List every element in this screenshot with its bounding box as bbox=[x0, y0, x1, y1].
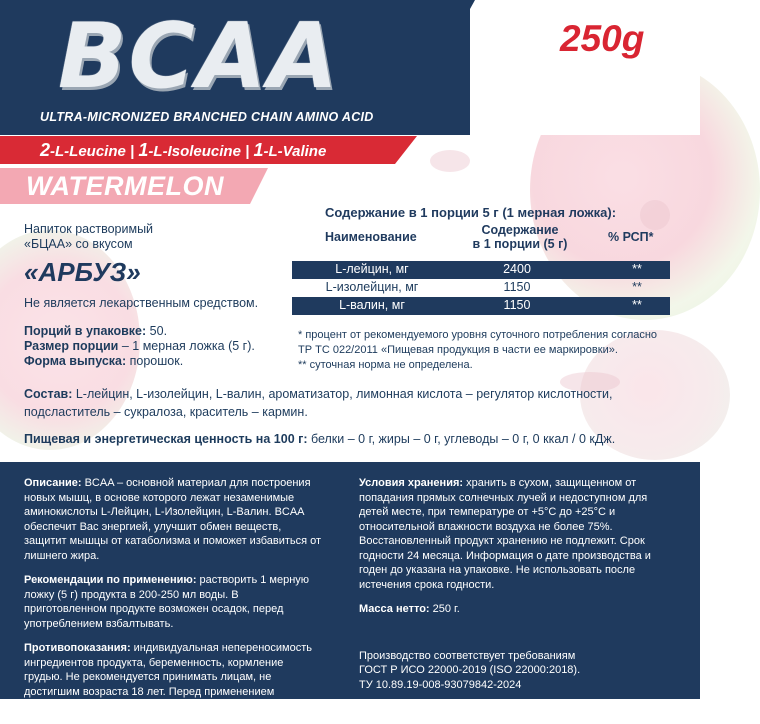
valine-label: -L-Valine bbox=[263, 143, 327, 160]
header-diagonal bbox=[400, 0, 475, 135]
standards bbox=[359, 649, 679, 693]
footnote: ТР ТС 022/2011 «Пищевая продукция в части ее маркировки». bbox=[298, 344, 618, 356]
row-name: L-валин, мг bbox=[339, 298, 405, 312]
contra-text: индивидуальная непереносимость ингредиентов продукта, беременность, кормление грудью. Не рекомендуется принимать лицам, не достигшим возраста 18 лет. Перед применением рекомендуется проконсультироваться со специалистом. bbox=[24, 642, 313, 712]
standard-line: ГОСТ Р ИСО 22000-2019 (ISO 22000:2018). bbox=[359, 664, 581, 676]
description-text: BCAA – основной материал для построения новых мышц, в основе которого лежат незаменимые аминокислоты L-Лейцин, L-Изолейцин, L-Валин. BCAA обеспечит Вас энергией, улучшит обмен веществ, защитит мышцы от катаболизма и поможет избавиться от лишнего жира. bbox=[24, 477, 322, 562]
column-header-content bbox=[455, 223, 585, 251]
column-header-rsp: % РСП* bbox=[608, 230, 654, 244]
amino-ratio-diagonal bbox=[395, 136, 417, 164]
energy-text: белки – 0 г, жиры – 0 г, углеводы – 0 г, 0 ккал / 0 кДж. bbox=[307, 432, 616, 446]
description-label: Описание: bbox=[24, 477, 82, 489]
table-title: Содержание в 1 порции 5 г (1 мерная ложка): bbox=[325, 205, 617, 220]
intro-line: «БЦАА» со вкусом bbox=[24, 237, 133, 251]
flavor-diagonal bbox=[250, 168, 268, 204]
servings-label: Порций в упаковке: bbox=[24, 324, 147, 338]
amino-ratio bbox=[40, 140, 326, 161]
column-header-name: Наименование bbox=[325, 230, 417, 244]
row-value: 1150 bbox=[503, 280, 531, 294]
size-line bbox=[24, 339, 255, 354]
standard-line: ТУ 10.89.19-008-93079842-2024 bbox=[359, 678, 522, 691]
size-label: Размер порции bbox=[24, 339, 119, 353]
table-row bbox=[292, 279, 670, 297]
leucine-ratio: 2 bbox=[40, 140, 51, 160]
row-name: L-лейцин, мг bbox=[335, 262, 409, 276]
row-name: L-изолейцин, мг bbox=[325, 280, 419, 294]
separator: | bbox=[125, 143, 139, 160]
composition-text: L-лейцин, L-изолейцин, L-валин, ароматизатор, лимонная кислота – регулятор кислотности, подсластитель – сукралоза, краситель – кармин. bbox=[24, 387, 613, 419]
composition bbox=[24, 385, 674, 421]
storage-label: Условия хранения: bbox=[359, 477, 464, 489]
usage-text: растворить 1 мерную ложку (5 г) продукта в 200-250 мл воды. В приготовленном продукте возможен осадок, перед употреблением взбалтывать. bbox=[24, 574, 310, 630]
row-value: 1150 bbox=[503, 298, 531, 312]
storage-text: хранить в сухом, защищенном от попадания прямых солнечных лучей и недоступном для детей месте, при температуре от +5°С до +25°С и относительной влажности воздуха не более 75%. Восстановленный продукт хранению не подлежит. Срок годности 24 месяца. Информация о дате производства и годен до указана на упаковке. Не использовать после истечения срока годности. bbox=[359, 477, 651, 591]
form-label: Форма выпуска: bbox=[24, 354, 127, 368]
net-weight-badge: 250g bbox=[560, 18, 645, 59]
form-value: порошок. bbox=[126, 354, 184, 368]
size-value: – 1 мерная ложка (5 г). bbox=[118, 339, 255, 353]
footnote: * процент от рекомендуемого уровня суточного потребления согласно bbox=[298, 329, 658, 341]
net-weight bbox=[359, 602, 679, 617]
not-medicine-note: Не является лекарственным средством. bbox=[24, 296, 259, 310]
row-rsp: ** bbox=[632, 262, 642, 276]
separator: | bbox=[240, 143, 254, 160]
isoleucine-label: -L-Isoleucine bbox=[148, 143, 241, 160]
isoleucine-ratio: 1 bbox=[138, 140, 149, 160]
intro-line: Напиток растворимый bbox=[24, 222, 154, 236]
contraindications bbox=[24, 641, 324, 714]
product-intro bbox=[24, 222, 153, 252]
contra-label: Противопоказания: bbox=[24, 642, 131, 654]
info-panel bbox=[0, 462, 700, 712]
column-header-content-line: Содержание bbox=[481, 223, 559, 237]
valine-ratio: 1 bbox=[253, 140, 264, 160]
servings-value: 50. bbox=[146, 324, 168, 338]
usage-label: Рекомендации по применению: bbox=[24, 574, 197, 586]
net-text: 250 г. bbox=[429, 603, 460, 615]
servings-line bbox=[24, 324, 255, 339]
energy-value bbox=[24, 432, 684, 446]
energy-label: Пищевая и энергетическая ценность на 100 г: bbox=[24, 432, 308, 446]
flavor-name: WATERMELON bbox=[26, 171, 224, 201]
table-footnotes bbox=[298, 328, 657, 373]
composition-label: Состав: bbox=[24, 387, 73, 401]
standard-line: Производство соответствует требованиям bbox=[359, 649, 576, 662]
splash-decoration bbox=[430, 150, 470, 172]
product-name: «АРБУЗ» bbox=[24, 257, 141, 287]
table-row bbox=[292, 261, 670, 279]
serving-info bbox=[24, 324, 255, 369]
brand-logo: BCAA bbox=[58, 4, 340, 109]
column-header-content-line: в 1 порции (5 г) bbox=[472, 237, 568, 251]
description bbox=[24, 476, 324, 563]
splash-decoration bbox=[640, 200, 670, 230]
storage bbox=[359, 476, 679, 592]
footnote: ** суточная норма не определена. bbox=[298, 359, 473, 371]
table-row bbox=[292, 297, 670, 315]
form-line bbox=[24, 354, 255, 369]
info-column-right bbox=[359, 476, 679, 692]
row-rsp: ** bbox=[632, 280, 642, 294]
info-column-left bbox=[24, 476, 324, 724]
row-rsp: ** bbox=[632, 298, 642, 312]
row-value: 2400 bbox=[503, 262, 531, 276]
usage bbox=[24, 573, 324, 631]
product-subtitle: ULTRA-MICRONIZED BRANCHED CHAIN AMINO ACID bbox=[40, 110, 374, 124]
leucine-label: -L-Leucine bbox=[50, 143, 126, 160]
net-label: Масса нетто: bbox=[359, 603, 430, 615]
